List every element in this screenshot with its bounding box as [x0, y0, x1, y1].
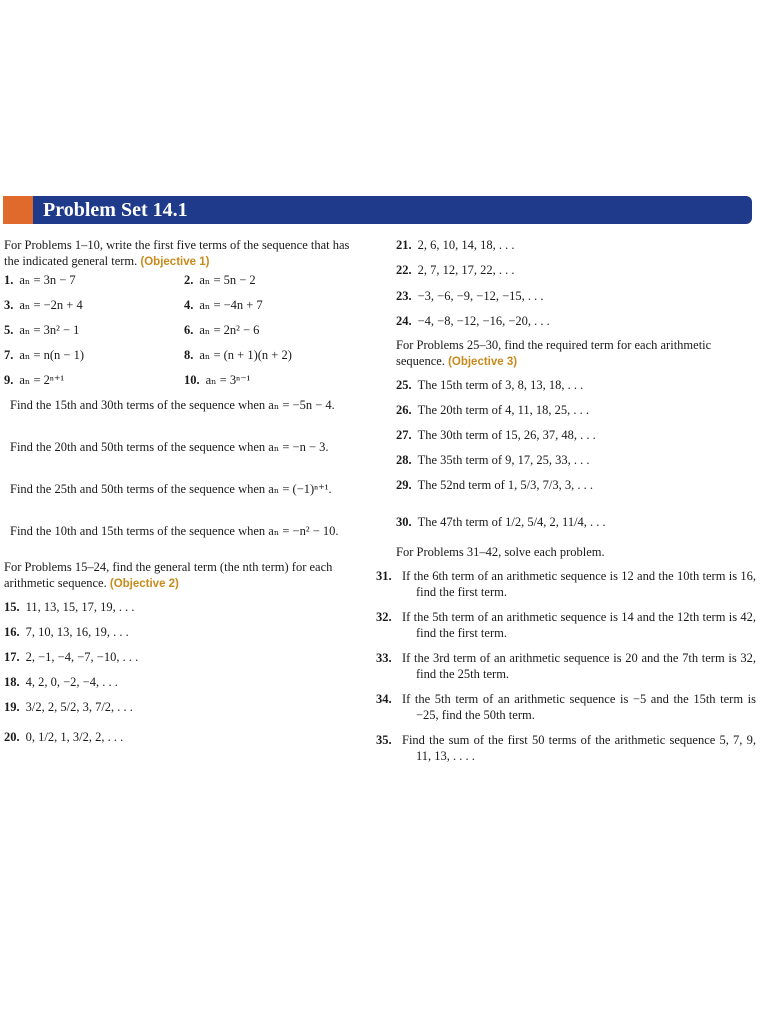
problem-number: 24. [396, 314, 412, 328]
problem-text: aₙ = 5n − 2 [199, 273, 256, 287]
problem-text: −3, −6, −9, −12, −15, . . . [417, 289, 544, 303]
problem-text: aₙ = 2ⁿ⁺¹ [19, 373, 65, 387]
problem-number: 17. [4, 650, 20, 664]
problem-text: The 52nd term of 1, 5/3, 7/3, 3, . . . [417, 478, 593, 492]
problem-text: 7, 10, 13, 16, 19, . . . [25, 625, 129, 639]
problem-item [396, 237, 756, 262]
problem-text: If the 3rd term of an arithmetic sequence is 20 and the 7th term is 32, find the 25th term. [402, 651, 756, 681]
instructions-4-text: For Problems 31–42, solve each problem. [396, 545, 605, 559]
problem-item [396, 262, 756, 288]
problem-number: 15. [4, 600, 20, 614]
problem-text: 2, 7, 12, 17, 22, . . . [417, 263, 515, 277]
section-banner [3, 196, 752, 224]
problem-item [4, 347, 184, 372]
problem-item [396, 377, 756, 402]
problem-text: aₙ = (n + 1)(n + 2) [199, 348, 292, 362]
problem-number: 6. [184, 323, 194, 337]
problem-text: The 47th term of 1/2, 5/4, 2, 11/4, . . . [417, 515, 606, 529]
problem-text: aₙ = −2n + 4 [19, 298, 83, 312]
instructions-2-text: For Problems 15–24, find the general term (the nth term) for each arithmetic sequence. [4, 560, 333, 590]
problem-text: aₙ = 3n² − 1 [19, 323, 80, 337]
problem-item [4, 372, 184, 397]
problem-number: 28. [396, 453, 412, 467]
problem-text: 11, 13, 15, 17, 19, . . . [25, 600, 135, 614]
problem-number: 22. [396, 263, 412, 277]
problem-item [184, 372, 364, 397]
problem-row [4, 272, 366, 297]
right-column [376, 237, 756, 773]
problem-number: 27. [396, 428, 412, 442]
instructions-3 [396, 337, 756, 377]
problem-item [396, 427, 756, 452]
problem-row [4, 347, 366, 372]
problem-row [4, 372, 366, 397]
problem-item [396, 452, 756, 477]
problem-number: 30. [396, 515, 412, 529]
problem-text: If the 6th term of an arithmetic sequence is 12 and the 10th term is 16, find the first term. [402, 569, 756, 599]
problem-text: Find the 15th and 30th terms of the sequence when aₙ = −5n − 4. [10, 398, 335, 412]
problem-text: 3/2, 2, 5/2, 3, 7/2, . . . [25, 700, 133, 714]
problem-number: 19. [4, 700, 20, 714]
problem-number: 5. [4, 323, 14, 337]
problem-item [4, 439, 366, 481]
problem-row [4, 297, 366, 322]
problem-number: 7. [4, 348, 14, 362]
problem-text: aₙ = 2n² − 6 [199, 323, 260, 337]
problem-item [4, 624, 366, 649]
problem-item [4, 272, 184, 297]
problem-text: −4, −8, −12, −16, −20, . . . [417, 314, 550, 328]
problem-text: Find the 20th and 50th terms of the sequence when aₙ = −n − 3. [10, 440, 329, 454]
problem-item [4, 649, 366, 674]
problem-number: 21. [396, 238, 412, 252]
problem-text: 2, −1, −4, −7, −10, . . . [25, 650, 139, 664]
problem-text: 4, 2, 0, −2, −4, . . . [25, 675, 118, 689]
problem-item: 34. If the 5th term of an arithmetic sequence is −5 and the 15th term is −25, find the 50th term. [376, 692, 756, 722]
problem-text: aₙ = 3ⁿ⁻¹ [205, 373, 251, 387]
problem-item [4, 599, 366, 624]
problem-number: 9. [4, 373, 14, 387]
objective-2-label: (Objective 2) [109, 578, 179, 590]
instructions-1-text: For Problems 1–10, write the first five terms of the sequence that has the indicated general term. [4, 238, 350, 268]
problem-number: 26. [396, 403, 412, 417]
problem-item [184, 272, 364, 297]
problem-number: 23. [396, 289, 412, 303]
problem-text: If the 5th term of an arithmetic sequence is −5 and the 15th term is −25, find the 50th term. [402, 692, 756, 722]
problem-number: 4. [184, 298, 194, 312]
problem-number: 25. [396, 378, 412, 392]
problem-item [396, 514, 756, 544]
problem-item [396, 313, 756, 337]
problem-item [396, 288, 756, 313]
problem-text: The 15th term of 3, 8, 13, 18, . . . [417, 378, 584, 392]
banner-accent [3, 196, 33, 224]
problem-item [4, 729, 366, 754]
problem-text: The 35th term of 9, 17, 25, 33, . . . [417, 453, 590, 467]
problem-text: 0, 1/2, 1, 3/2, 2, . . . [25, 730, 124, 744]
instructions-3-text: For Problems 25–30, find the required term for each arithmetic sequence. [396, 338, 712, 368]
problem-item: 31. If the 6th term of an arithmetic sequence is 12 and the 10th term is 16, find the first term. [376, 569, 756, 599]
problem-item [184, 297, 364, 322]
problem-number: 29. [396, 478, 412, 492]
problem-text: The 30th term of 15, 26, 37, 48, . . . [417, 428, 596, 442]
page-title: Problem Set 14.1 [43, 199, 188, 221]
problem-text: Find the 25th and 50th terms of the sequence when aₙ = (−1)ⁿ⁺¹. [10, 482, 332, 496]
problem-text: The 20th term of 4, 11, 18, 25, . . . [417, 403, 590, 417]
problem-item [396, 477, 756, 514]
problem-item: 32. If the 5th term of an arithmetic sequence is 14 and the 12th term is 42, find the first term. [376, 610, 756, 640]
problem-text: If the 5th term of an arithmetic sequence is 14 and the 12th term is 42, find the first term. [402, 610, 756, 640]
left-column [4, 237, 366, 754]
problem-item: 35. Find the sum of the first 50 terms of the arithmetic sequence 5, 7, 9, 11, 13, . . . . [376, 733, 756, 763]
problem-item [4, 297, 184, 322]
problem-number: 20. [4, 730, 20, 744]
problem-item [4, 481, 366, 523]
problem-row [4, 322, 366, 347]
problem-text: 2, 6, 10, 14, 18, . . . [417, 238, 515, 252]
instructions-2 [4, 559, 366, 599]
problem-number: 18. [4, 675, 20, 689]
problem-number: 1. [4, 273, 14, 287]
problem-item [396, 402, 756, 427]
problem-item: 33. If the 3rd term of an arithmetic sequence is 20 and the 7th term is 32, find the 25th term. [376, 651, 756, 681]
instructions-1 [4, 237, 366, 270]
problem-number: 3. [4, 298, 14, 312]
problem-text: aₙ = −4n + 7 [199, 298, 263, 312]
problem-number: 8. [184, 348, 194, 362]
problem-text: Find the 10th and 15th terms of the sequence when aₙ = −n² − 10. [10, 524, 339, 538]
problem-text: aₙ = 3n − 7 [19, 273, 76, 287]
objective-3-label: (Objective 3) [448, 356, 518, 368]
problem-text: Find the sum of the first 50 terms of the arithmetic sequence 5, 7, 9, 11, 13, . . . . [402, 733, 756, 763]
problem-number: 2. [184, 273, 194, 287]
problem-item [4, 699, 366, 729]
instructions-4 [396, 544, 756, 568]
problem-text: aₙ = n(n − 1) [19, 348, 85, 362]
objective-1-label: (Objective 1) [140, 256, 210, 268]
problem-item [4, 397, 366, 439]
problem-number: 16. [4, 625, 20, 639]
problem-item [4, 523, 366, 559]
problem-item [4, 322, 184, 347]
problem-number: 10. [184, 373, 200, 387]
problem-item [184, 322, 364, 347]
problem-item [4, 674, 366, 699]
problem-item [184, 347, 364, 372]
